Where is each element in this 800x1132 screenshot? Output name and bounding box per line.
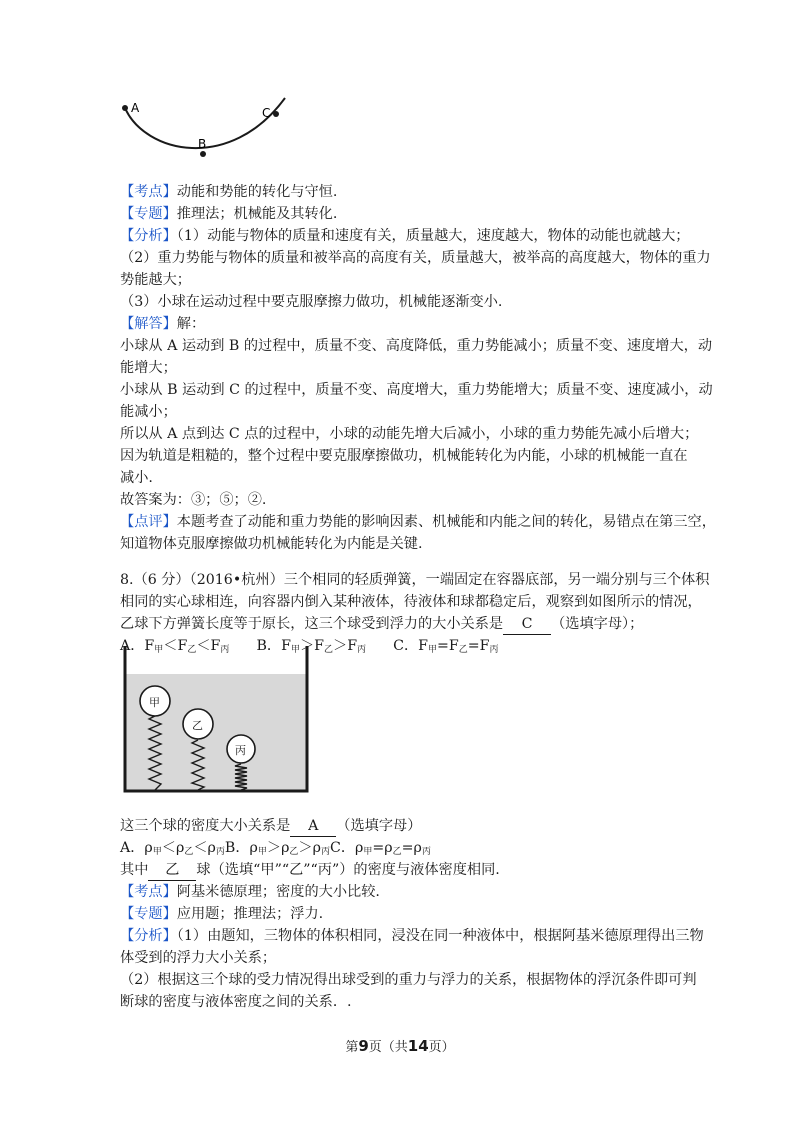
- total-pages: 14: [407, 1037, 429, 1055]
- option-b: B．$F_甲>F_乙>F_丙$: [256, 638, 367, 655]
- answer-blank-3: 乙: [148, 860, 196, 881]
- q7-zhuanti: 【专题】推理法；机械能及其转化.: [120, 206, 338, 222]
- q8-density-options: [120, 838, 431, 860]
- label-a: A: [131, 101, 140, 115]
- q7-jieda-line-2: 能增大；: [120, 360, 177, 376]
- label-c: C: [262, 106, 271, 120]
- label-b: B: [198, 137, 207, 151]
- q7-kaodian: 【考点】动能和势能的转化与守恒.: [120, 184, 338, 200]
- q8-density-question: 这三个球的密度大小关系是 A （选填字母）: [120, 816, 421, 837]
- q7-jieda-line-4: 能减小；: [120, 404, 177, 420]
- option-a: A．$F_甲<F_乙<F_丙$: [120, 638, 230, 655]
- q7-jieda: 【解答】解：: [120, 316, 206, 332]
- q8-same-density: 其中 乙 球（选填“甲”“乙”“丙”）的密度与液体密度相同.: [120, 860, 500, 881]
- track-figure: [110, 88, 300, 168]
- q8-kaodian: 【考点】阿基米德原理；密度的大小比较.: [120, 884, 380, 900]
- q7-jieda-line-3: 小球从 B 运动到 C 的过程中，质量不变、高度增大，重力势能增大；质量不变、速度减小，动: [120, 382, 713, 398]
- density-option-b: B．$\rho_甲>\rho_乙>\rho_丙$: [224, 840, 330, 857]
- q8-fenxi-4: 断球的密度与液体密度之间的关系．.: [120, 994, 352, 1010]
- q7-fenxi-2: （2）重力势能与物体的质量和被举高的高度有关，质量越大，被举高的高度越大，物体的重力: [120, 250, 711, 266]
- answer-blank-1: C: [503, 614, 551, 635]
- q8-fenxi-1: 【分析】（1）由题知，三物体的体积相同，浸没在同一种液体中，根据阿基米德原理得出三物: [120, 928, 704, 944]
- density-option-a: A．$\rho_甲<\rho_乙<\rho_丙$: [120, 840, 225, 857]
- q8-stem-1: 8.（6 分）（2016•杭州）三个相同的轻质弹簧，一端固定在容器底部，另一端分别与三个体积: [120, 572, 710, 588]
- answer-blank-2: A: [290, 816, 336, 837]
- q7-dianping-2: 知道物体克服摩擦做功机械能转化为内能是关键.: [120, 536, 423, 552]
- density-option-c: C．$\rho_甲=\rho_乙=\rho_丙$: [329, 840, 431, 857]
- option-c: C．$F_甲=F_乙=F_丙$: [393, 638, 499, 655]
- ball-jia-label: 甲: [149, 696, 160, 709]
- q7-fenxi-1: 【分析】（1）动能与物体的质量和速度有关，质量越大，速度越大，物体的动能也就越大；: [120, 228, 690, 244]
- q7-fenxi-4: （3）小球在运动过程中要克服摩擦力做功，机械能逐渐变小.: [120, 294, 503, 310]
- point-c: [273, 111, 279, 117]
- q8-stem-2: 相同的实心球相连，向容器内倒入某种液体，待液体和球都稳定后，观察到如图所示的情况，: [120, 594, 702, 610]
- q8-fenxi-2: 体受到的浮力大小关系；: [120, 950, 277, 966]
- q7-jieda-line-5: 所以从 A 点到达 C 点的过程中，小球的动能先增大后减小，小球的重力势能先减小后增大；: [120, 426, 699, 442]
- ball-yi-label: 乙: [192, 719, 203, 732]
- q8-stem-3: 乙球下方弹簧长度等于原长，这三个球受到浮力的大小关系是 C （选填字母）；: [120, 614, 643, 635]
- page-footer: 第9页（共14页）: [345, 1037, 455, 1055]
- q7-jieda-line-1: 小球从 A 运动到 B 的过程中，质量不变、高度降低，重力势能减小；质量不变、速度增大，动: [120, 338, 713, 354]
- ball-bing-label: 丙: [235, 744, 246, 757]
- point-a: [122, 105, 128, 111]
- q7-fenxi-3: 势能越大；: [120, 272, 191, 288]
- q7-jieda-line-7: 减小.: [120, 470, 153, 486]
- point-b: [200, 151, 206, 157]
- q8-zhuanti: 【专题】应用题；推理法；浮力.: [120, 906, 324, 922]
- page-number: 9: [358, 1037, 369, 1055]
- q7-answer: 故答案为：③；⑤；②.: [120, 492, 267, 508]
- q7-dianping-1: 【点评】本题考查了动能和重力势能的影响因素、机械能和内能之间的转化，易错点在第三空，: [120, 514, 716, 530]
- q8-fenxi-3: （2）根据这三个球的受力情况得出球受到的重力与浮力的关系，根据物体的浮沉条件即可判: [120, 972, 697, 988]
- q7-jieda-line-6: 因为轨道是粗糙的，整个过程中要克服摩擦做功，机械能转化为内能，小球的机械能一直在: [120, 448, 688, 464]
- container-figure: [118, 644, 314, 794]
